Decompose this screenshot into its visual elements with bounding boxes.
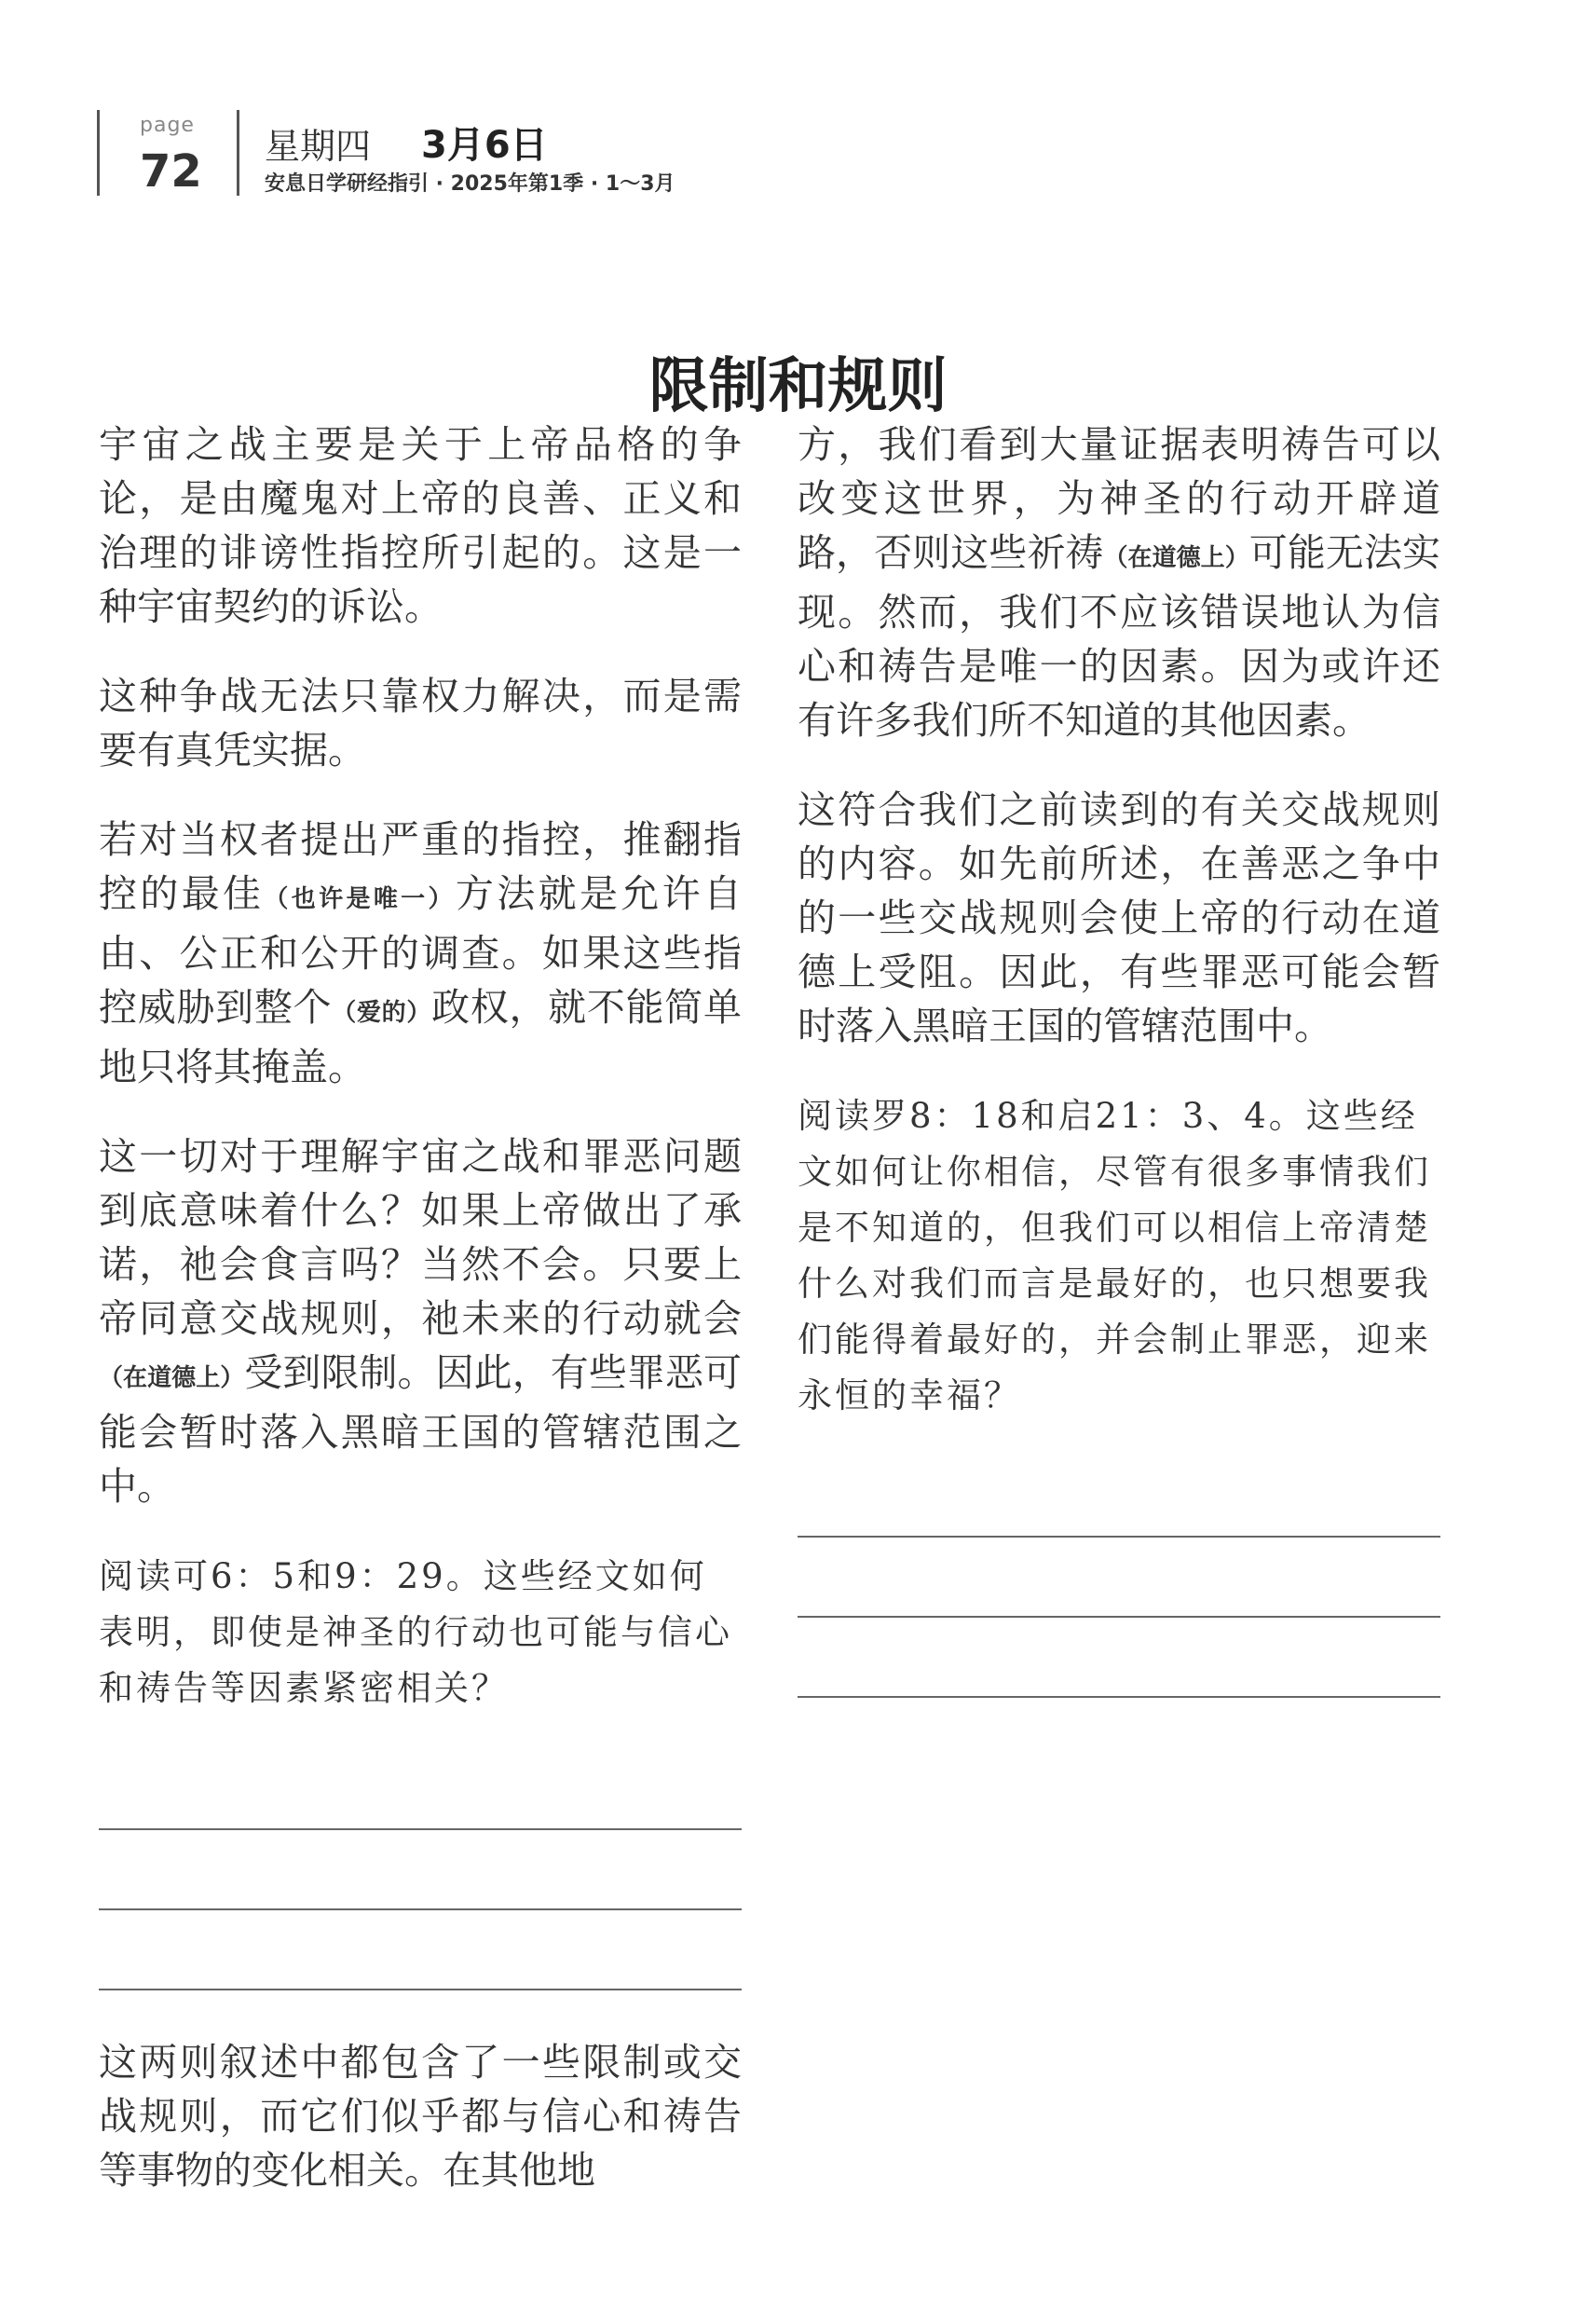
- answer-line[interactable]: [798, 1457, 1440, 1538]
- paragraph: 方，我们看到大量证据表明祷告可以改变这世界，为神圣的行动开辟道路，否则这些祈祷（在道德上）可能无法实现。然而，我们不应该错误地认为信心和祷告是唯一的因素。因为或许还有许多我们所不知道的其他因素。: [798, 422, 1440, 743]
- paragraph: 这一切对于理解宇宙之战和罪恶问题到底意味着什么？如果上帝做出了承诺，祂会食言吗？当然不会。只要上帝同意交战规则，祂未来的行动就会（在道德上）受到限制。因此，有些罪恶可能会暂时落入黑暗王国的管辖范围之中。: [99, 1134, 742, 1509]
- lesson-title: 限制和规则: [648, 350, 948, 421]
- paragraph: 这符合我们之前读到的有关交战规则的内容。如先前所述，在善恶之争中的一些交战规则会使上帝的行动在道德上受阻。因此，有些罪恶可能会暂时落入黑暗王国的管辖范围中。: [798, 787, 1440, 1048]
- inline-note: （爱的）: [332, 999, 432, 1027]
- paragraph: 这两则叙述中都包含了一些限制或交战规则，而它们似乎都与信心和祷告等事物的变化相关。在其他地: [99, 2040, 742, 2193]
- study-question: 阅读可6：5和9：29。这些经文如何表明，即使是神圣的行动也可能与信心和祷告等因素紧密相关？: [99, 1556, 732, 1708]
- answer-line[interactable]: [99, 1830, 742, 1910]
- header-divider: [237, 110, 239, 196]
- answer-lines: [99, 1750, 742, 1990]
- study-question: 阅读罗8：18和启21：3、4。这些经文如何让你相信，尽管有很多事情我们是不知道的，但我们可以相信上帝清楚什么对我们而言是最好的，也只想要我们能得着最好的，并会制止罪恶，迎来永恒的幸福？: [798, 1096, 1431, 1415]
- paragraph: 这种争战无法只靠权力解决，而是需要有真凭实据。: [99, 674, 742, 773]
- header-divider: [97, 110, 100, 196]
- date: 3月6日: [421, 124, 548, 167]
- answer-lines: [798, 1457, 1440, 1698]
- answer-line[interactable]: [99, 1750, 742, 1830]
- inline-note: （也许是唯一）: [264, 885, 456, 913]
- inline-note: （在道德上）: [99, 1364, 245, 1392]
- paragraph: 宇宙之战主要是关于上帝品格的争论，是由魔鬼对上帝的良善、正义和治理的诽谤性指控所引起的。这是一种宇宙契约的诉讼。: [99, 422, 742, 629]
- right-column: [798, 417, 1440, 1743]
- weekday: 星期四: [265, 126, 372, 167]
- paragraph: 若对当权者提出严重的指控，推翻指控的最佳（也许是唯一）方法就是允许自由、公正和公开的调查。如果这些指控威胁到整个（爱的）政权，就不能简单地只将其掩盖。: [99, 817, 743, 1089]
- page-label: page: [140, 114, 195, 137]
- answer-line[interactable]: [99, 1910, 742, 1990]
- answer-line[interactable]: [798, 1618, 1440, 1698]
- publication-subtitle: 安息日学研经指引 · 2025年第1季 · 1～3月: [265, 172, 675, 196]
- page-number: 72: [140, 145, 202, 198]
- answer-line[interactable]: [798, 1538, 1440, 1618]
- inline-note: （在道德上）: [1103, 544, 1249, 572]
- left-column: [99, 417, 742, 2233]
